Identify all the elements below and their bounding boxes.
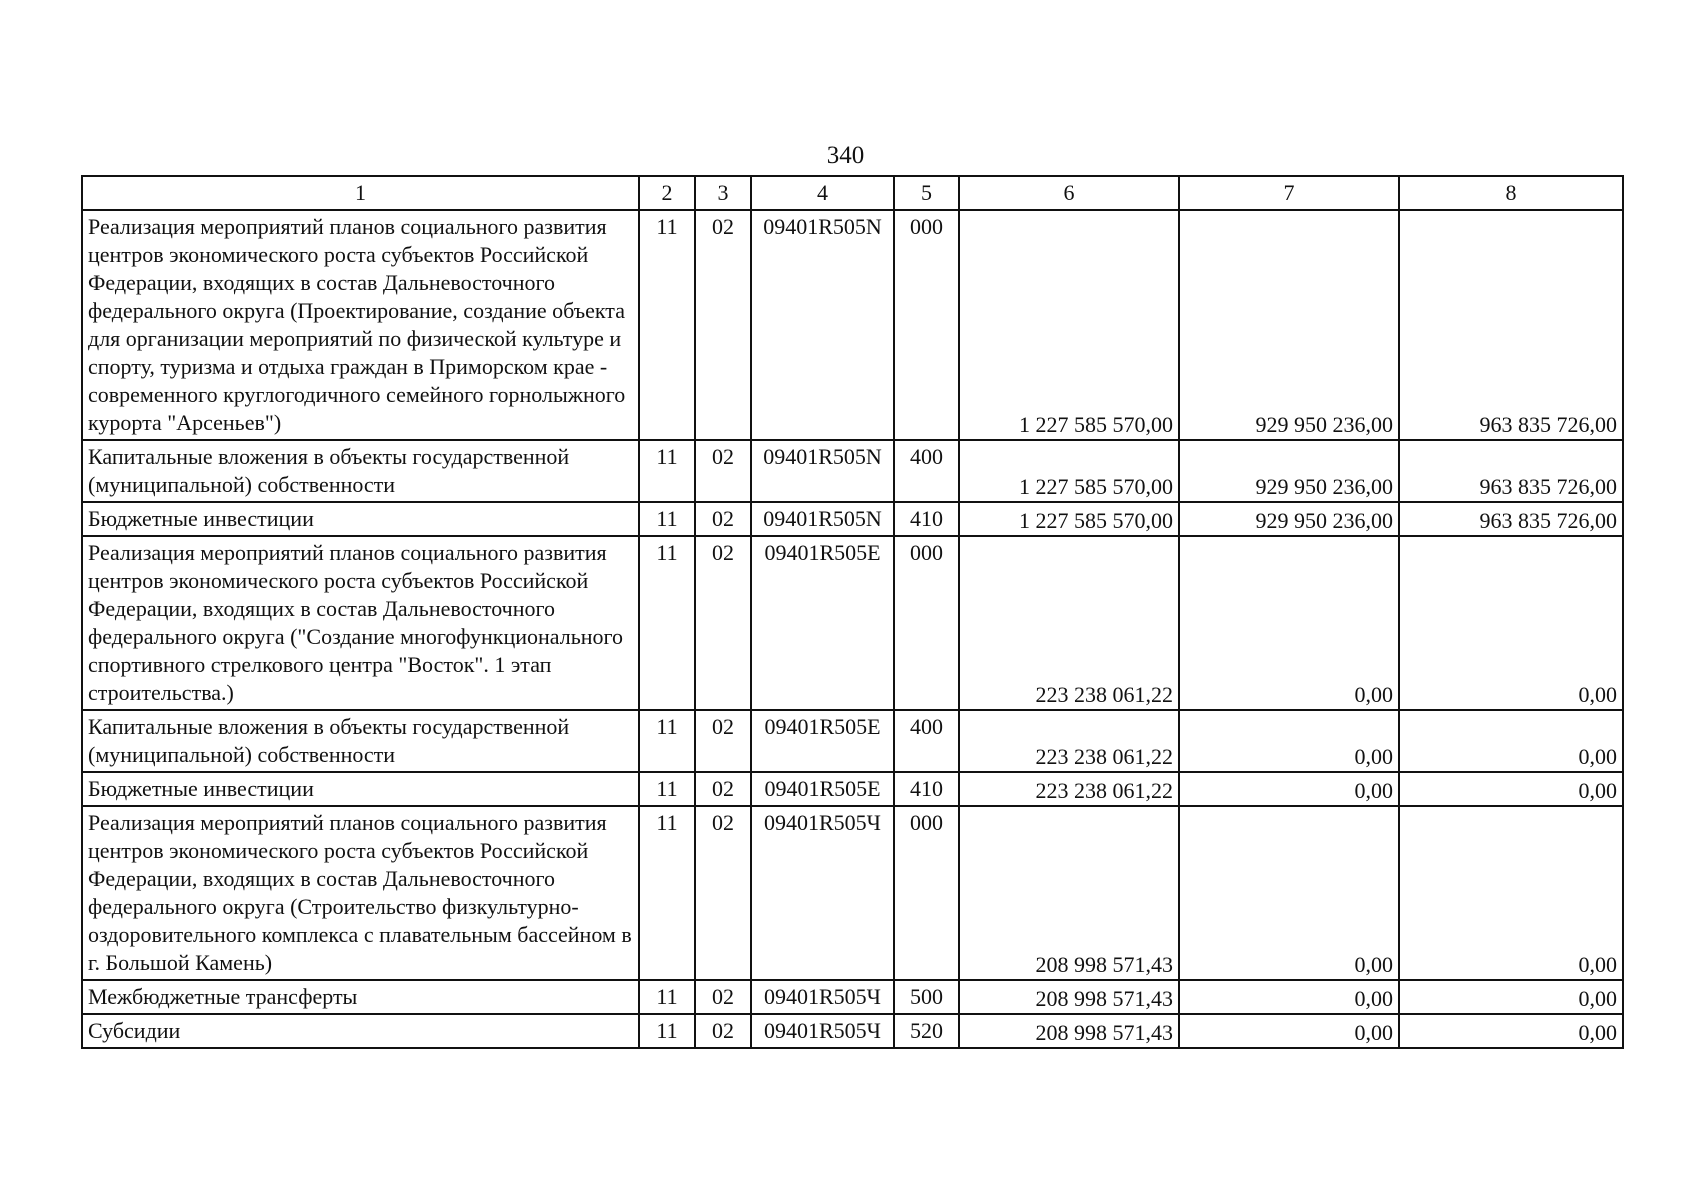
row-expense-type: 400	[894, 440, 959, 502]
row-expense-type: 000	[894, 210, 959, 440]
row-expense-type: 410	[894, 502, 959, 536]
header-row	[82, 176, 1623, 210]
row-name: Реализация мероприятий планов социального развития центров экономического роста субъектов Российской Федерации, входящих в состав Дальневосточного федерального округа (Строительство физкультурно-оздоровительного комплекса с плавательным бассейном в г. Большой Камень)	[82, 806, 639, 980]
row-target-article: 09401R505E	[751, 710, 894, 772]
row-amount-col7: 0,00	[1179, 1014, 1399, 1048]
column-header: 8	[1399, 176, 1623, 210]
row-name: Межбюджетные трансферты	[82, 980, 639, 1014]
row-amount-col6: 1 227 585 570,00	[959, 440, 1179, 502]
row-name: Бюджетные инвестиции	[82, 502, 639, 536]
row-amount-col8: 0,00	[1399, 1014, 1623, 1048]
table-row	[82, 440, 1623, 502]
row-expense-type: 410	[894, 772, 959, 806]
table-row	[82, 502, 1623, 536]
column-header: 6	[959, 176, 1179, 210]
row-amount-col6: 208 998 571,43	[959, 980, 1179, 1014]
column-header: 3	[695, 176, 751, 210]
row-amount-col8: 963 835 726,00	[1399, 502, 1623, 536]
row-section: 11	[639, 502, 695, 536]
row-target-article: 09401R505E	[751, 536, 894, 710]
row-subsection: 02	[695, 806, 751, 980]
row-amount-col7: 929 950 236,00	[1179, 210, 1399, 440]
row-name: Бюджетные инвестиции	[82, 772, 639, 806]
row-amount-col8: 0,00	[1399, 536, 1623, 710]
row-section: 11	[639, 1014, 695, 1048]
row-name: Капитальные вложения в объекты государственной (муниципальной) собственности	[82, 710, 639, 772]
row-section: 11	[639, 440, 695, 502]
row-amount-col8: 0,00	[1399, 772, 1623, 806]
row-subsection: 02	[695, 502, 751, 536]
table-row	[82, 980, 1623, 1014]
row-expense-type: 000	[894, 806, 959, 980]
row-amount-col7: 929 950 236,00	[1179, 440, 1399, 502]
column-header: 4	[751, 176, 894, 210]
row-expense-type: 000	[894, 536, 959, 710]
row-subsection: 02	[695, 1014, 751, 1048]
row-section: 11	[639, 772, 695, 806]
row-section: 11	[639, 536, 695, 710]
row-name: Реализация мероприятий планов социального развития центров экономического роста субъектов Российской Федерации, входящих в состав Дальневосточного федерального округа ("Создание многофункционального спортивного стрелкового центра "Восток". 1 этап строительства.)	[82, 536, 639, 710]
row-subsection: 02	[695, 440, 751, 502]
row-section: 11	[639, 210, 695, 440]
row-amount-col8: 963 835 726,00	[1399, 210, 1623, 440]
row-expense-type: 400	[894, 710, 959, 772]
budget-table	[81, 175, 1624, 1049]
row-subsection: 02	[695, 210, 751, 440]
row-subsection: 02	[695, 536, 751, 710]
row-target-article: 09401R505Ч	[751, 1014, 894, 1048]
row-amount-col8: 0,00	[1399, 710, 1623, 772]
row-subsection: 02	[695, 980, 751, 1014]
row-amount-col8: 0,00	[1399, 806, 1623, 980]
row-section: 11	[639, 806, 695, 980]
row-amount-col6: 208 998 571,43	[959, 1014, 1179, 1048]
table-row	[82, 710, 1623, 772]
row-name: Субсидии	[82, 1014, 639, 1048]
row-target-article: 09401R505N	[751, 502, 894, 536]
table-body	[82, 176, 1623, 1048]
row-name: Капитальные вложения в объекты государственной (муниципальной) собственности	[82, 440, 639, 502]
row-target-article: 09401R505Ч	[751, 980, 894, 1014]
row-amount-col6: 223 238 061,22	[959, 772, 1179, 806]
row-target-article: 09401R505N	[751, 440, 894, 502]
row-amount-col8: 0,00	[1399, 980, 1623, 1014]
column-header: 2	[639, 176, 695, 210]
row-amount-col7: 929 950 236,00	[1179, 502, 1399, 536]
column-header: 1	[82, 176, 639, 210]
row-amount-col6: 223 238 061,22	[959, 710, 1179, 772]
row-expense-type: 500	[894, 980, 959, 1014]
row-amount-col8: 963 835 726,00	[1399, 440, 1623, 502]
column-header: 5	[894, 176, 959, 210]
row-expense-type: 520	[894, 1014, 959, 1048]
row-name: Реализация мероприятий планов социального развития центров экономического роста субъектов Российской Федерации, входящих в состав Дальневосточного федерального округа (Проектирование, создание объекта для организации мероприятий по физической культуре и спорту, туризма и отдыха граждан в Приморском крае - современного круглогодичного семейного горнолыжного курорта "Арсеньев")	[82, 210, 639, 440]
row-amount-col6: 1 227 585 570,00	[959, 210, 1179, 440]
table-row	[82, 772, 1623, 806]
table-row	[82, 1014, 1623, 1048]
row-section: 11	[639, 710, 695, 772]
row-subsection: 02	[695, 710, 751, 772]
row-target-article: 09401R505N	[751, 210, 894, 440]
page-number: 340	[826, 142, 865, 169]
row-amount-col7: 0,00	[1179, 536, 1399, 710]
row-section: 11	[639, 980, 695, 1014]
row-amount-col6: 208 998 571,43	[959, 806, 1179, 980]
column-header: 7	[1179, 176, 1399, 210]
row-target-article: 09401R505E	[751, 772, 894, 806]
table-row	[82, 210, 1623, 440]
row-amount-col7: 0,00	[1179, 772, 1399, 806]
table-row	[82, 536, 1623, 710]
row-amount-col7: 0,00	[1179, 710, 1399, 772]
row-amount-col7: 0,00	[1179, 980, 1399, 1014]
row-amount-col7: 0,00	[1179, 806, 1399, 980]
row-amount-col6: 1 227 585 570,00	[959, 502, 1179, 536]
row-target-article: 09401R505Ч	[751, 806, 894, 980]
table-row	[82, 806, 1623, 980]
row-amount-col6: 223 238 061,22	[959, 536, 1179, 710]
row-subsection: 02	[695, 772, 751, 806]
